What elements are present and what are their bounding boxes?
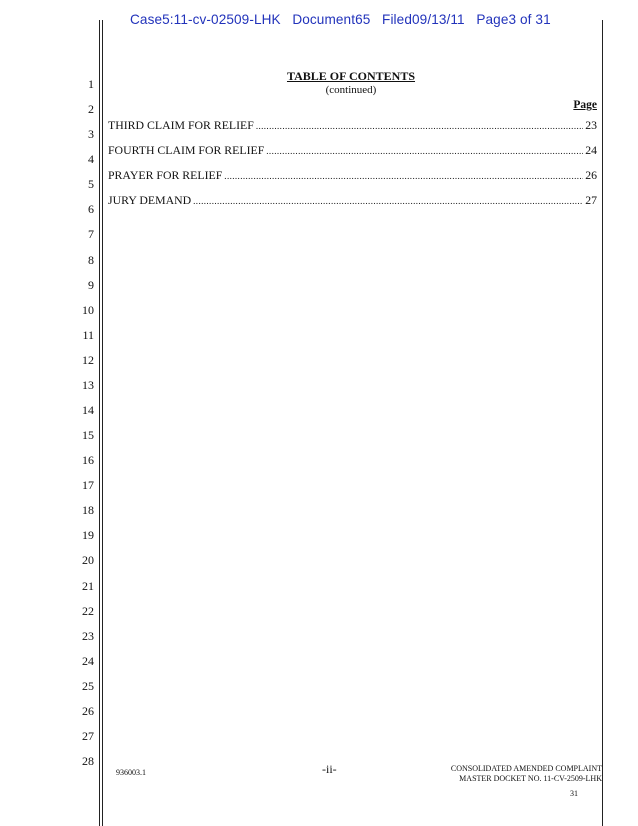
toc-entry-label: FOURTH CLAIM FOR RELIEF xyxy=(108,143,265,158)
footer-title-line: CONSOLIDATED AMENDED COMPLAINT xyxy=(450,764,602,773)
toc-leader-dots xyxy=(224,164,583,189)
line-number: 21 xyxy=(82,578,94,593)
toc-title: TABLE OF CONTENTS xyxy=(286,69,416,83)
line-number: 2 xyxy=(88,102,94,117)
line-number: 15 xyxy=(82,428,94,443)
line-number: 25 xyxy=(82,678,94,693)
toc-entry[interactable] xyxy=(108,188,597,213)
line-number: 7 xyxy=(88,227,94,242)
line-number: 4 xyxy=(88,152,94,167)
line-number: 23 xyxy=(82,628,94,643)
left-margin-rule-inner xyxy=(102,20,103,826)
line-number: 6 xyxy=(88,202,94,217)
line-numbers xyxy=(60,72,94,774)
toc-entry[interactable] xyxy=(108,163,597,188)
line-number: 16 xyxy=(82,453,94,468)
line-number: 1 xyxy=(88,77,94,91)
footer-page-number: 31 xyxy=(570,789,578,798)
left-margin-rule-outer xyxy=(99,20,100,826)
toc-entry-page: 23 xyxy=(585,118,597,132)
toc-page-heading: Page xyxy=(573,99,597,111)
line-number: 18 xyxy=(82,503,94,518)
line-number: 20 xyxy=(82,553,94,568)
line-number: 12 xyxy=(82,352,94,367)
right-margin-rule xyxy=(602,20,603,826)
line-number: 19 xyxy=(82,528,94,543)
toc-entry-label: PRAYER FOR RELIEF xyxy=(108,168,223,183)
toc-entry-page: 27 xyxy=(585,193,597,208)
toc-list xyxy=(108,113,597,213)
line-number: 14 xyxy=(82,403,94,418)
line-number: 8 xyxy=(88,252,94,267)
footer-document-title xyxy=(402,764,602,784)
footer-docket-line: MASTER DOCKET NO. 11-CV-2509-LHK xyxy=(459,774,602,783)
line-number: 5 xyxy=(88,177,94,192)
line-number: 11 xyxy=(82,327,94,342)
line-number: 13 xyxy=(82,377,94,392)
footer-doc-id: 936003.1 xyxy=(116,768,146,777)
toc-leader-dots xyxy=(266,139,583,164)
line-number: 10 xyxy=(82,302,94,317)
toc-leader-dots xyxy=(256,114,583,139)
toc-leader-dots xyxy=(193,189,583,214)
line-number: 28 xyxy=(82,754,94,769)
case-header: Case5:11-cv-02509-LHK Document65 Filed09/13/11 Page3 of 31 xyxy=(130,12,551,27)
line-number: 3 xyxy=(88,127,94,142)
toc-entry[interactable] xyxy=(108,113,597,138)
line-number: 17 xyxy=(82,478,94,493)
toc-entry-page: 24 xyxy=(585,143,597,158)
toc-entry[interactable] xyxy=(108,138,597,163)
toc-subtitle: (continued) xyxy=(325,84,377,96)
toc-entry-page: 26 xyxy=(585,168,597,183)
line-number: 22 xyxy=(82,603,94,618)
line-number: 24 xyxy=(82,653,94,668)
footer-page-roman: -ii- xyxy=(322,762,337,776)
line-number: 9 xyxy=(88,277,94,292)
toc-entry-label: JURY DEMAND xyxy=(108,193,192,208)
line-number: 27 xyxy=(82,729,94,744)
line-number: 26 xyxy=(82,703,94,718)
toc-entry-label: THIRD CLAIM FOR RELIEF xyxy=(108,118,254,132)
